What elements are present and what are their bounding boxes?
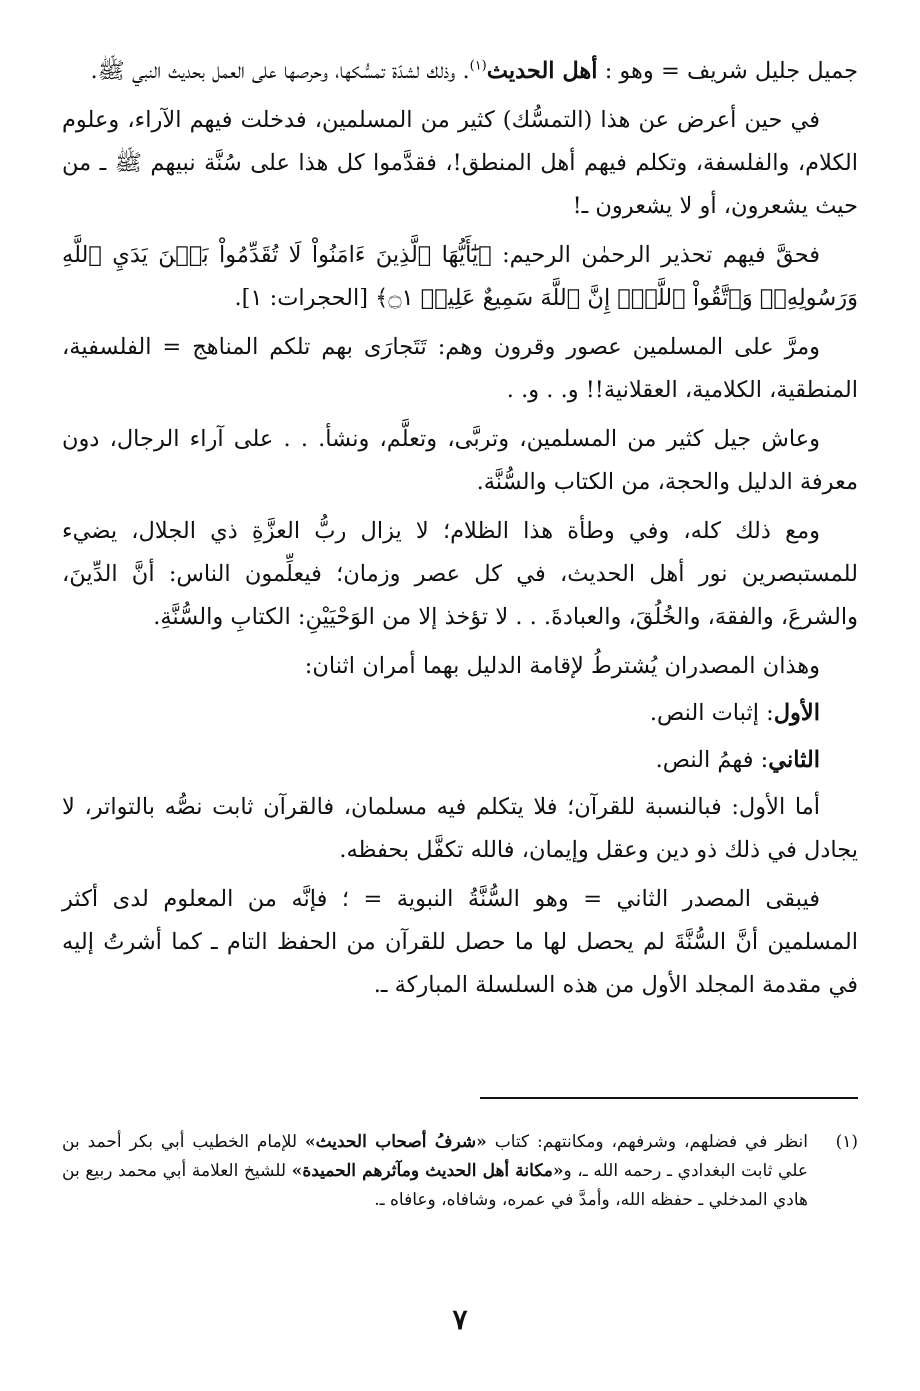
main-text (62, 50, 858, 1013)
footnote-separator (480, 1097, 858, 1099)
paragraph-1 (62, 50, 858, 93)
footnote-body (62, 1128, 808, 1215)
first-condition-text: : إثبات النص. (649, 700, 774, 726)
paragraph-5: وعاش جيل كثير من المسلمين، وتربَّى، وتعلَّم، ونشأ. . . على آراء الرجال، دون معرفة الدليل والحجة، من الكتاب والسُّنَّة. (62, 426, 858, 495)
second-label: الثاني (768, 747, 820, 773)
first-label: الأول (773, 700, 820, 726)
paragraph-1-text-b: . وذلك لشدّة تمسُّكها، وحرصها على العمل بحديث النبي ﷺ. (90, 58, 470, 84)
footnote-1 (62, 1128, 858, 1215)
footnote-text-c: للشيخ العلامة أبي محمد ربيع بن هادي المدخلي ـ حفظه الله، وأمدَّ في عمره، وشافاه، وعافاه ـ. (62, 1161, 808, 1210)
footnote-mark: (١) (835, 1132, 858, 1152)
paragraph-6: ومع ذلك كله، وفي وطأة هذا الظلام؛ لا يزال ربُّ العزَّةِ ذي الجلال، يضيء للمستبصرين نور أهل الحديث، في كل عصر وزمان؛ فيعلِّمون الناس: أنَّ الدِّينَ، والشرعَ، والفقهَ، والخُلُقَ، والعبادةَ. . . لا تؤخذ إلا من الوَحْيَيْنِ: الكتابِ والسُّنَّةِ. (62, 518, 858, 630)
ahl-al-hadith-term: أهل الحديث (486, 58, 598, 84)
footnote-text-a: انظر في فضلهم، وشرفهم، ومكانتهم: كتاب (486, 1132, 809, 1152)
page-number: ٧ (452, 1303, 468, 1336)
paragraph-7: وهذان المصدران يُشترطُ لإقامة الدليل بهما أمران اثنان: (304, 653, 820, 679)
paragraph-3-quran-verse: فحقَّ فيهم تحذير الرحمٰن الرحيم: ﴿يَٰٓأَيُّهَا ٱلَّذِينَ ءَامَنُواْ لَا تُقَدِّمُواْ بَيۡنَ يَدَيِ ٱللَّهِ وَرَسُولِهِۦۖ وَٱتَّقُواْ ٱللَّهَۚ إِنَّ ٱللَّهَ سَمِيعٌ عَلِيمٞ ۝١﴾ [الحجرات: ١]. (62, 242, 858, 311)
paragraph-first-condition (62, 692, 858, 735)
paragraph-10: أما الأول: فبالنسبة للقرآن؛ فلا يتكلم فيه مسلمان، فالقرآن ثابت نصُّه بالتواتر، لا يجادل في ذلك ذو دين وعقل وإيمان، فالله تكفَّل بحفظه. (62, 794, 858, 863)
paragraph-second-condition (62, 739, 858, 782)
footnotes (62, 1128, 858, 1215)
paragraph-4: ومرَّ على المسلمين عصور وقرون وهم: تَتَجارَى بهم تلكم المناهج = الفلسفية، المنطقية، الكلامية، العقلانية!! و. . و. . (62, 334, 858, 403)
book-title-makana: «مكانة أهل الحديث ومآثرهم الحميدة» (291, 1161, 564, 1181)
paragraph-2: في حين أعرض عن هذا (التمسُّك) كثير من المسلمين، فدخلت فيهم الآراء، وعلوم الكلام، والفلسفة، وتكلم فيهم أهل المنطق!، فقدَّموا كل هذا على سُنَّة نبيهم ﷺ ـ من حيث يشعرون، أو لا يشعرون ـ! (62, 107, 858, 219)
book-title-sharaf: «شرفُ أصحاب الحديث» (304, 1132, 487, 1152)
footnote-text-b: للإمام الخطيب أبي بكر أحمد بن علي ثابت البغدادي ـ رحمه الله ـ، و (62, 1132, 808, 1181)
paragraph-1-text-a: جميل جليل شريف = وهو : (597, 58, 858, 84)
paragraph-11: فيبقى المصدر الثاني = وهو السُّنَّةُ النبوية = ؛ فإنَّه من المعلوم لدى أكثر المسلمين أنَّ السُّنَّةَ لم يحصل لها ما حصل للقرآن من الحفظ التام ـ كما أشرتُ إليه في مقدمة المجلد الأول من هذه السلسلة المباركة ـ. (62, 886, 858, 998)
second-condition-text: : فهمُ النص. (655, 747, 769, 773)
footnote-reference: (١) (469, 58, 487, 74)
